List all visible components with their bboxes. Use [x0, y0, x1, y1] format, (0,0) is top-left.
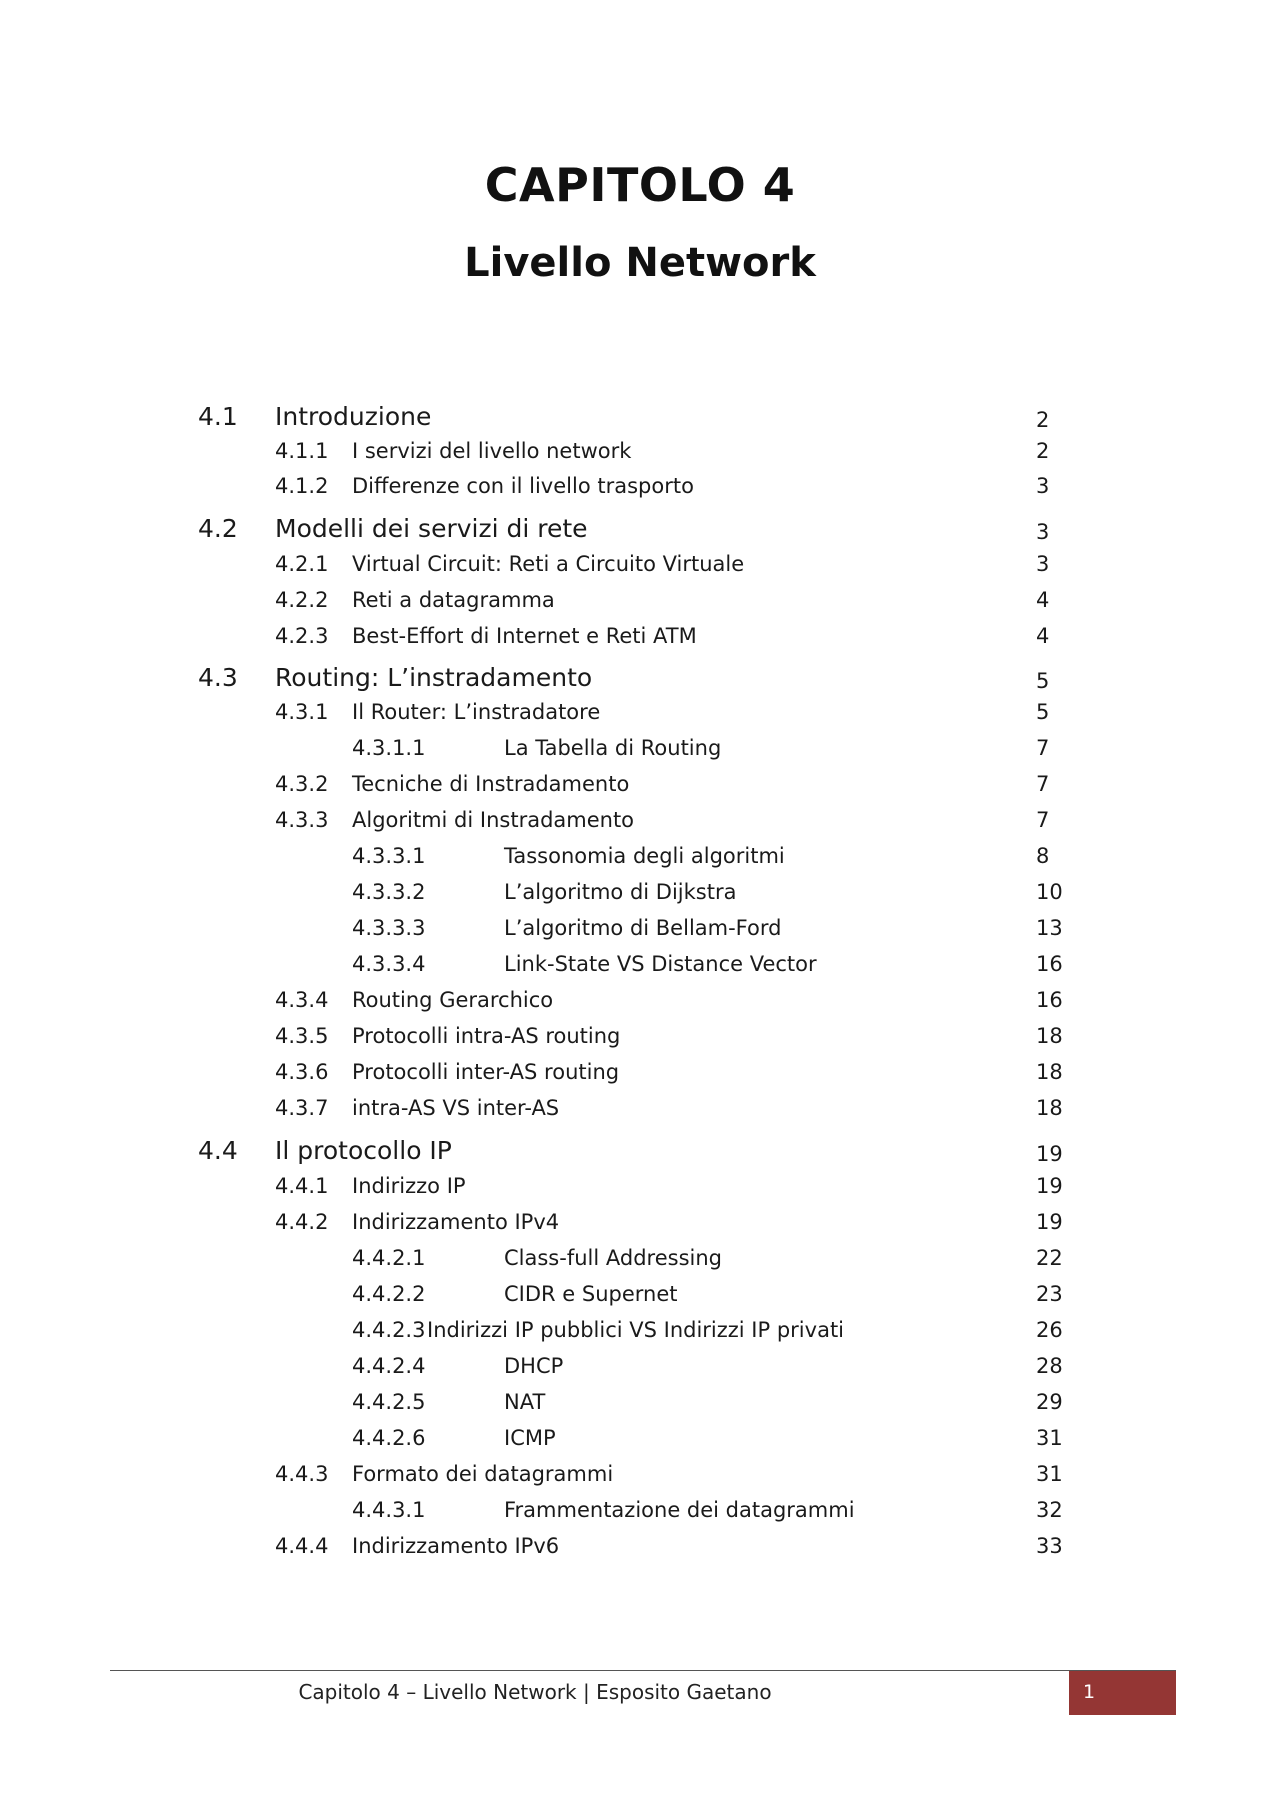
toc-entry-page: 5: [1036, 669, 1050, 693]
toc-entry-title: L’algoritmo di Bellam-Ford: [504, 916, 782, 940]
toc-entry-title: intra-AS VS inter-AS: [352, 1096, 560, 1120]
toc-entry-title: Introduzione: [275, 402, 432, 431]
toc-entry-page: 4: [1036, 588, 1050, 612]
toc-entry[interactable]: [0, 439, 1280, 473]
toc-entry-number: 4.4.2.5: [352, 1390, 426, 1414]
toc-entry-title: Routing: L’instradamento: [275, 663, 593, 692]
toc-entry[interactable]: [0, 1024, 1280, 1058]
toc-entry-page: 31: [1036, 1462, 1063, 1486]
toc-entry[interactable]: [0, 844, 1280, 878]
toc-entry-page: 22: [1036, 1246, 1063, 1270]
toc-entry[interactable]: [0, 1318, 1280, 1352]
toc-entry-number: 4.3.1.1: [352, 736, 426, 760]
toc-entry-title: Routing Gerarchico: [352, 988, 554, 1012]
toc-entry-number: 4.1.2: [275, 474, 329, 498]
toc-entry-number: 4.3.3.4: [352, 952, 426, 976]
toc-entry-number: 4.4.4: [275, 1534, 329, 1558]
toc-entry-number: 4.1.1: [275, 439, 329, 463]
toc-entry-number: 4.3.4: [275, 988, 329, 1012]
toc-entry-page: 19: [1036, 1210, 1063, 1234]
toc-entry-title: NAT: [504, 1390, 546, 1414]
toc-entry-number: 4.4.3.1: [352, 1498, 426, 1522]
toc-entry-number: 4.4.2: [275, 1210, 329, 1234]
toc-entry-title: Frammentazione dei datagrammi: [504, 1498, 855, 1522]
toc-entry[interactable]: [0, 663, 1280, 697]
toc-entry[interactable]: [0, 916, 1280, 950]
toc-entry[interactable]: [0, 1426, 1280, 1460]
toc-entry[interactable]: [0, 1390, 1280, 1424]
toc-entry[interactable]: [0, 952, 1280, 986]
toc-entry-page: 4: [1036, 624, 1050, 648]
toc-entry[interactable]: [0, 880, 1280, 914]
toc-entry-number: 4.3: [198, 663, 238, 692]
toc-entry-page: 33: [1036, 1534, 1063, 1558]
toc-entry[interactable]: [0, 1136, 1280, 1170]
chapter-title: Livello Network: [464, 240, 816, 286]
toc-entry[interactable]: [0, 402, 1280, 436]
toc-entry[interactable]: [0, 474, 1280, 508]
toc-entry-number: 4.3.3.1: [352, 844, 426, 868]
toc-entry[interactable]: [0, 1498, 1280, 1532]
toc-entry-page: 7: [1036, 808, 1050, 832]
toc-entry-page: 16: [1036, 952, 1063, 976]
toc-entry-number: 4.4.3: [275, 1462, 329, 1486]
toc-entry-title: Link-State VS Distance Vector: [504, 952, 817, 976]
footer-text: Capitolo 4 – Livello Network | Esposito Gaetano: [298, 1680, 772, 1704]
footer-divider: [110, 1670, 1176, 1671]
page-number-badge: [1069, 1671, 1176, 1715]
toc-entry-page: 5: [1036, 700, 1050, 724]
toc-entry[interactable]: [0, 552, 1280, 586]
toc-entry-title: Virtual Circuit: Reti a Circuito Virtuale: [352, 552, 745, 576]
toc-entry-title: La Tabella di Routing: [504, 736, 722, 760]
toc-entry-number: 4.2.2: [275, 588, 329, 612]
page-number: 1: [1083, 1681, 1096, 1703]
toc-entry-title: Reti a datagramma: [352, 588, 555, 612]
toc-entry-page: 18: [1036, 1060, 1063, 1084]
toc-entry[interactable]: [0, 1282, 1280, 1316]
toc-entry-title: Modelli dei servizi di rete: [275, 514, 588, 543]
toc-entry[interactable]: [0, 624, 1280, 658]
toc-entry-number: 4.4.2.4: [352, 1354, 426, 1378]
toc-entry-title: Protocolli intra-AS routing: [352, 1024, 621, 1048]
toc-entry-number: 4.4.2.3: [352, 1318, 426, 1342]
toc-entry-number: 4.3.3.3: [352, 916, 426, 940]
toc-entry-number: 4.4.1: [275, 1174, 329, 1198]
toc-entry-title: Best-Effort di Internet e Reti ATM: [352, 624, 697, 648]
toc-entry[interactable]: [0, 1534, 1280, 1568]
toc-entry-page: 7: [1036, 772, 1050, 796]
toc-entry[interactable]: [0, 700, 1280, 734]
toc-entry[interactable]: [0, 514, 1280, 548]
toc-entry[interactable]: [0, 772, 1280, 806]
toc-entry-number: 4.3.6: [275, 1060, 329, 1084]
toc-entry-number: 4.4.2.1: [352, 1246, 426, 1270]
toc-entry-number: 4.3.7: [275, 1096, 329, 1120]
chapter-heading: CAPITOLO 4: [484, 158, 796, 212]
toc-entry-page: 23: [1036, 1282, 1063, 1306]
toc-entry-number: 4.3.3.2: [352, 880, 426, 904]
toc-entry[interactable]: [0, 1096, 1280, 1130]
toc-entry-number: 4.2.1: [275, 552, 329, 576]
toc-entry-page: 3: [1036, 474, 1050, 498]
toc-entry-number: 4.4.2.6: [352, 1426, 426, 1450]
toc-entry-page: 18: [1036, 1024, 1063, 1048]
toc-entry-number: 4.3.2: [275, 772, 329, 796]
toc-entry-number: 4.2: [198, 514, 238, 543]
toc-entry-title: L’algoritmo di Dijkstra: [504, 880, 737, 904]
toc-entry-page: 2: [1036, 408, 1050, 432]
toc-entry-page: 7: [1036, 736, 1050, 760]
toc-entry-number: 4.3.3: [275, 808, 329, 832]
toc-entry[interactable]: [0, 988, 1280, 1022]
toc-entry-number: 4.2.3: [275, 624, 329, 648]
toc-entry-title: Indirizzamento IPv4: [352, 1210, 560, 1234]
toc-entry-title: Formato dei datagrammi: [352, 1462, 614, 1486]
toc-entry-title: Protocolli inter-AS routing: [352, 1060, 620, 1084]
toc-entry-number: 4.3.5: [275, 1024, 329, 1048]
toc-entry-title: Il protocollo IP: [275, 1136, 452, 1165]
toc-entry-page: 18: [1036, 1096, 1063, 1120]
toc-entry-title: CIDR e Supernet: [504, 1282, 678, 1306]
toc-entry-page: 29: [1036, 1390, 1063, 1414]
toc-entry[interactable]: [0, 736, 1280, 770]
toc-entry-title: Indirizzamento IPv6: [352, 1534, 560, 1558]
toc-entry[interactable]: [0, 1354, 1280, 1388]
toc-entry-page: 3: [1036, 552, 1050, 576]
toc-entry-page: 26: [1036, 1318, 1063, 1342]
toc-entry-page: 3: [1036, 520, 1050, 544]
toc-entry-page: 19: [1036, 1142, 1063, 1166]
toc-entry-title: Class-full Addressing: [504, 1246, 722, 1270]
toc-entry-page: 8: [1036, 844, 1050, 868]
toc-entry-number: 4.3.1: [275, 700, 329, 724]
toc-entry[interactable]: [0, 808, 1280, 842]
toc-entry-title: Il Router: L’instradatore: [352, 700, 601, 724]
toc-entry-page: 13: [1036, 916, 1063, 940]
toc-entry[interactable]: [0, 1060, 1280, 1094]
toc-entry[interactable]: [0, 588, 1280, 622]
toc-entry-title: Indirizzo IP: [352, 1174, 466, 1198]
toc-entry-page: 16: [1036, 988, 1063, 1012]
toc-entry-title: Differenze con il livello trasporto: [352, 474, 694, 498]
toc-entry-title: I servizi del livello network: [352, 439, 632, 463]
toc-entry[interactable]: [0, 1174, 1280, 1208]
toc-entry-number: 4.4.2.2: [352, 1282, 426, 1306]
toc-entry-page: 19: [1036, 1174, 1063, 1198]
toc-entry-page: 28: [1036, 1354, 1063, 1378]
toc-entry[interactable]: [0, 1462, 1280, 1496]
toc-entry-page: 10: [1036, 880, 1063, 904]
toc-entry-page: 31: [1036, 1426, 1063, 1450]
toc-entry-number: 4.1: [198, 402, 238, 431]
toc-entry[interactable]: [0, 1246, 1280, 1280]
toc-entry-title: Tassonomia degli algoritmi: [504, 844, 785, 868]
toc-entry-page: 2: [1036, 439, 1050, 463]
toc-entry-title: DHCP: [504, 1354, 564, 1378]
toc-entry-title: Indirizzi IP pubblici VS Indirizzi IP privati: [427, 1318, 845, 1342]
toc-entry-title: ICMP: [504, 1426, 556, 1450]
toc-entry-number: 4.4: [198, 1136, 238, 1165]
toc-entry-title: Tecniche di Instradamento: [352, 772, 630, 796]
toc-entry-page: 32: [1036, 1498, 1063, 1522]
toc-entry[interactable]: [0, 1210, 1280, 1244]
toc-entry-title: Algoritmi di Instradamento: [352, 808, 635, 832]
